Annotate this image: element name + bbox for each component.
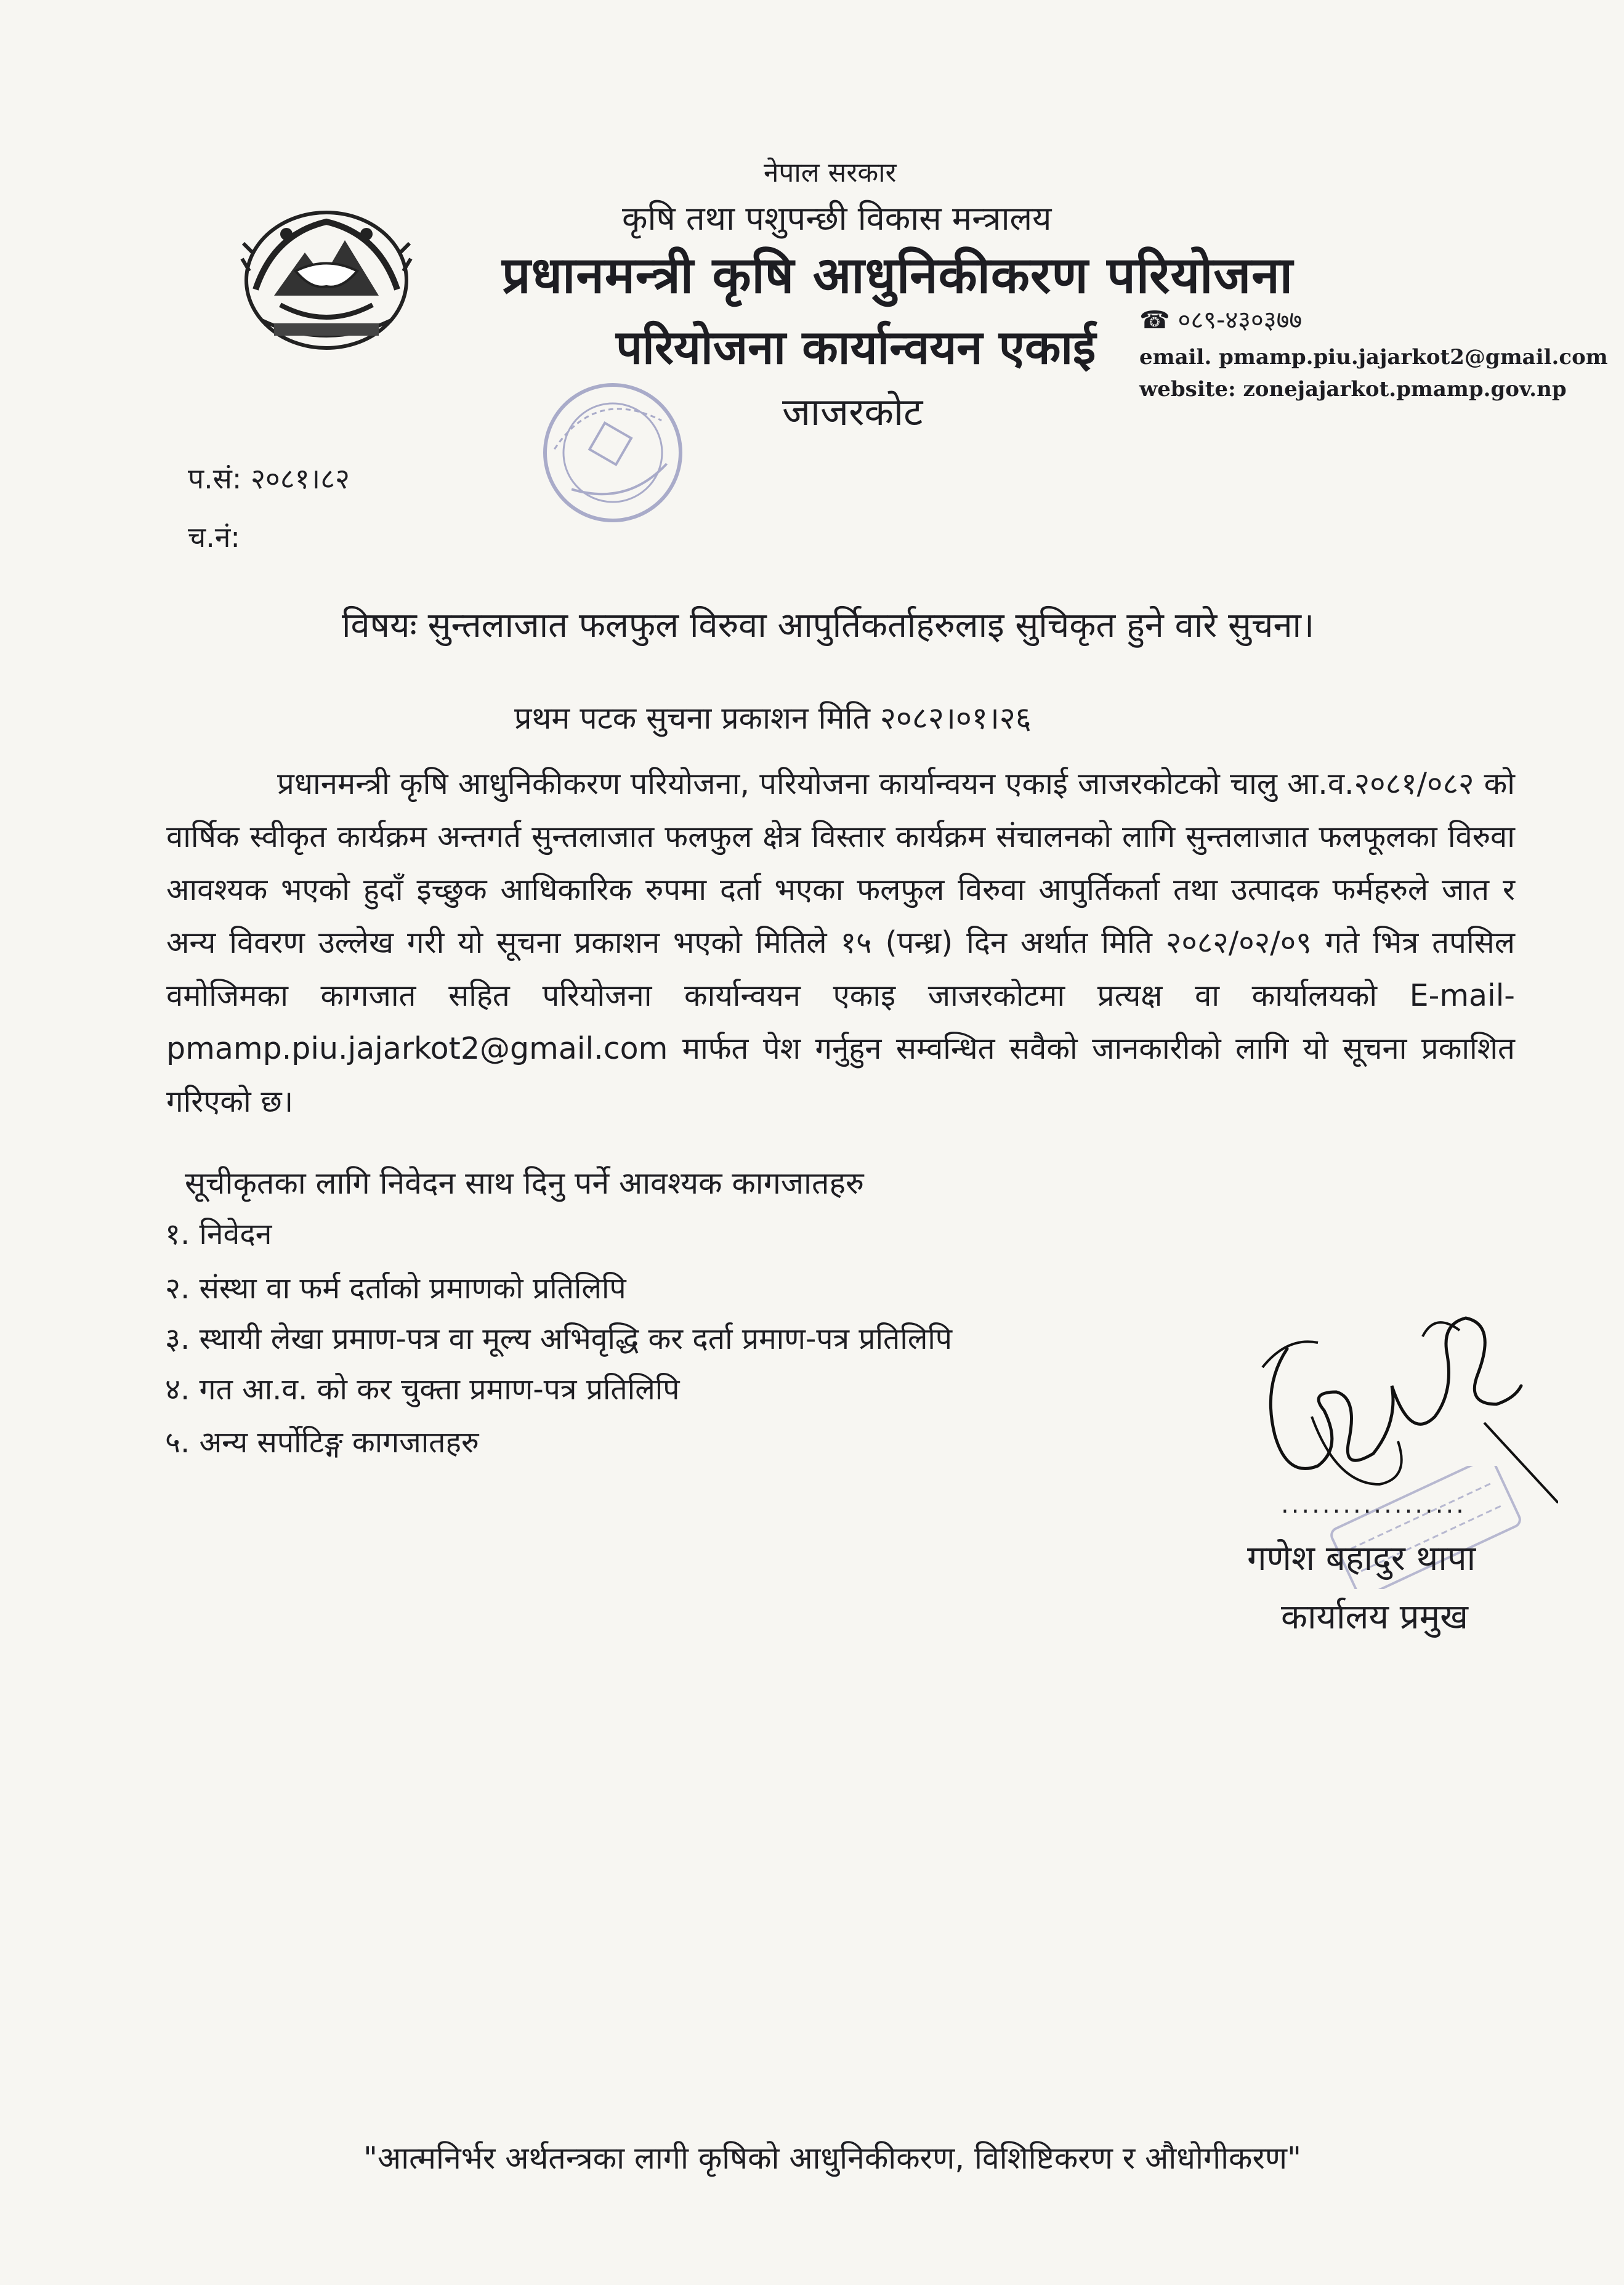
office-seal-icon xyxy=(520,373,705,533)
dispatch-number: च.नं: xyxy=(188,520,240,554)
signature-line: .................. xyxy=(1281,1490,1466,1519)
requirement-item: १. निवेदन xyxy=(165,1217,272,1252)
first-publication-date: प्रथम पटक सुचना प्रकाशन मिति २०८२।०१।२६ xyxy=(514,700,1032,736)
signatory-title: कार्यालय प्रमुख xyxy=(1281,1597,1468,1637)
office-email: email. pmamp.piu.jajarkot2@gmail.com xyxy=(1139,345,1608,370)
ministry-name: कृषि तथा पशुपन्छी विकास मन्त्रालय xyxy=(622,199,1052,238)
notice-body-text: प्रधानमन्त्री कृषि आधुनिकीकरण परियोजना, परियोजना कार्यान्वयन एकाई जाजरकोटको चालु आ.व.२०८१/०८२ को वार्षिक स्वीकृत कार्यक्रम अन्तगर्त सुन्तलाजात फलफुल क्षेत्र विस्तार कार्यक्रम संचालनको लागि सुन्तलाजात फलफूलका विरुवा आवश्यक भएको हुदाँ इच्छुक आधिकारिक रुपमा दर्ता भएका फलफुल विरुवा आपुर्तिकर्ता तथा उत्पादक फर्महरुले जात र अन्य विवरण उल्लेख गरी यो सूचना प्रकाशन भएको मितिले १५ (पन्ध्र) दिन अर्थात मिति २०८२/०२/०९ गते भित्र तपसिल वमोजिमका कागजात सहित परियोजना कार्यान्वयन एकाइ जाजरकोटमा प्रत्यक्ष वा कार्यालयको E-mail-pmamp.piu.jajarkot2@gmail.com मार्फत पेश गर्नुहुन सम्वन्धित सवैको जानकारीको लागि यो सूचना प्रकाशित गरिएको छ। xyxy=(166,766,1515,1119)
reference-number: प.सं: २०८१।८२ xyxy=(188,462,350,495)
unit-name: परियोजना कार्यान्वयन एकाई xyxy=(616,320,1096,374)
district-name: जाजरकोट xyxy=(782,389,923,434)
nepal-emblem-icon xyxy=(237,197,416,357)
footer-slogan: "आत्मनिर्भर अर्थतन्त्रका लागी कृषिको आधुनिकीकरण, विशिष्टिकरण र औधोगीकरण" xyxy=(363,2140,1302,2176)
requirements-heading: सूचीकृतका लागि निवेदन साथ दिनु पर्ने आवश्यक कागजातहरु xyxy=(185,1165,864,1201)
project-name: प्रधानमन्त्री कृषि आधुनिकीकरण परियोजना xyxy=(502,246,1294,305)
phone-number: ☎ ०८९-४३०३७७ xyxy=(1139,306,1303,334)
government-name: नेपाल सरकार xyxy=(764,157,897,188)
requirement-item: २. संस्था वा फर्म दर्ताको प्रमाणको प्रतिलिपि xyxy=(165,1271,626,1306)
notice-subject: विषयः सुन्तलाजात फलफुल विरुवा आपुर्तिकर्ताहरुलाइ सुचिकृत हुने वारे सुचना। xyxy=(342,605,1315,645)
requirement-item: ३. स्थायी लेखा प्रमाण-पत्र वा मूल्य अभिवृद्धि कर दर्ता प्रमाण-पत्र प्रतिलिपि xyxy=(165,1322,953,1356)
notice-body xyxy=(166,758,1515,1128)
signatory-name: गणेश बहादुर थापा xyxy=(1247,1539,1476,1579)
office-website: website: zonejajarkot.pmamp.gov.np xyxy=(1139,377,1567,402)
requirement-item: ५. अन्य सर्पोटिङ्ग कागजातहरु xyxy=(165,1425,479,1460)
requirement-item: ४. गत आ.व. को कर चुक्ता प्रमाण-पत्र प्रतिलिपि xyxy=(165,1372,680,1407)
